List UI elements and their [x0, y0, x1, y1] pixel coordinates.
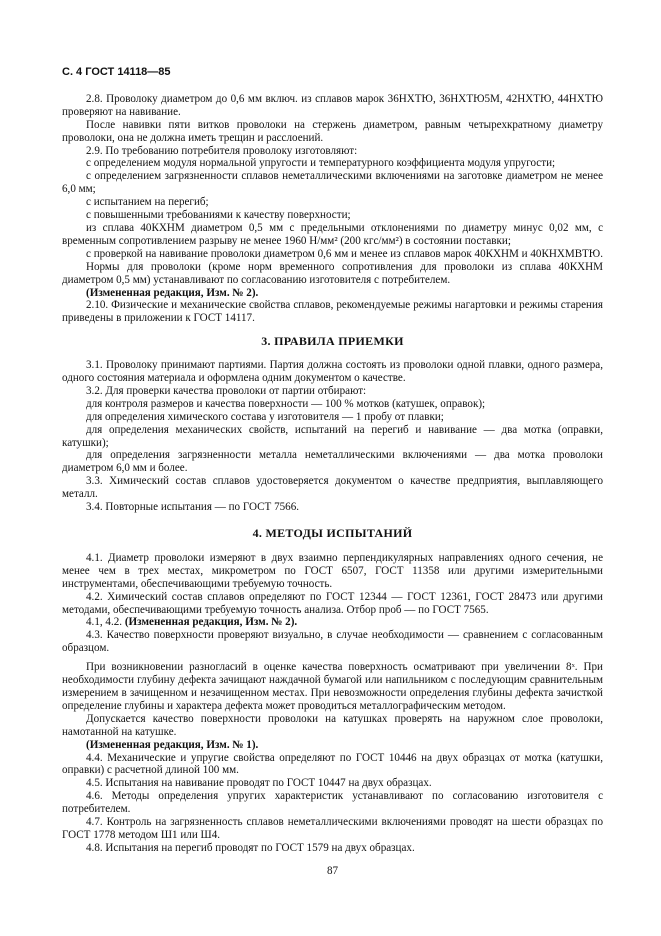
paragraph: с определением загрязненности сплавов неметаллическими включениями на заготовке диаметром не менее 6,0 мм; — [62, 170, 603, 196]
paragraph: 4.4. Механические и упругие свойства определяют по ГОСТ 10446 на двух образцах от мотка (катушки, оправки) с расчетной длиной 100 мм. — [62, 751, 603, 777]
paragraph: 3.3. Химический состав сплавов удостоверяется документом о качестве предприятия, выплавляющего металл. — [62, 475, 603, 501]
paragraph: для определения загрязненности металла неметаллическими включениями — два мотка проволоки диаметром 6,0 мм и более. — [62, 449, 603, 475]
section-4 — [62, 552, 603, 855]
paragraph: 4.8. Испытания на перегиб проводят по ГОСТ 1579 на двух образцах. — [86, 841, 415, 854]
paragraph: 4.3. Качество поверхности проверяют визуально, в случае необходимости — сравнением с согласованным образцом. — [62, 629, 603, 655]
paragraph: 4.7. Контроль на загрязненность сплавов неметаллическими включениями проводят на шести образцах по ГОСТ 1778 методом Ш1 или Ш4. — [62, 816, 603, 841]
edition-note: (Измененная редакция, Изм. № 2). — [86, 286, 259, 299]
section-3-heading: 3. ПРАВИЛА ПРИЕМКИ — [261, 334, 404, 349]
paragraph: с испытанием на перегиб; — [86, 196, 209, 209]
paragraph: для контроля размеров и качества поверхности — 100 % мотков (катушек, оправок); — [86, 397, 486, 410]
paragraph: Нормы для проволоки (кроме норм временного сопротивления для проволоки из сплава 40КХНМ диаметром 0,5 мм) устанавливают по согласованию изготовителя с потребителем. — [62, 260, 603, 286]
section-3 — [62, 359, 603, 514]
paragraph: с повышенными требованиями к качеству поверхности; — [86, 209, 351, 222]
document-page — [62, 66, 603, 878]
paragraph: При возникновении разногласий в оценке качества поверхность осматривают при увеличении 8ˣ. При необходимости глубину дефекта зачищают наждачной бумагой или напильником с последующим сравнительным измерением в зачищенном и незачищенном местах. При невозможности определения глубины дефекта зачисткой определение глубины и характера дефекта может проводиться металлографическим методом. — [62, 661, 603, 712]
paragraph: 2.8. Проволоку диаметром до 0,6 мм включ. из сплавов марок 36НХТЮ, 36НХТЮ5М, 42НХТЮ, 44НХТЮ проверяют на навивание. — [62, 92, 603, 118]
section-2-continuation — [62, 93, 603, 325]
paragraph: 2.10. Физические и механические свойства сплавов, рекомендуемые режимы нагартовки и режимы старения приведены в приложении к ГОСТ 14117. — [62, 299, 603, 325]
page-number: 87 — [326, 864, 339, 877]
paragraph: 3.2. Для проверки качества проволоки от партии отбирают: — [86, 384, 367, 397]
edition-note-prefix: 4.1, 4.2. — [86, 616, 123, 629]
paragraph: 4.2. Химический состав сплавов определяют по ГОСТ 12344 — ГОСТ 12361, ГОСТ 28473 или другими методами, обеспечивающими требуемую точность анализа. Отбор проб — по ГОСТ 7565. — [62, 590, 603, 616]
paragraph: 4.5. Испытания на навивание проводят по ГОСТ 10447 на двух образцах. — [86, 777, 432, 790]
paragraph: из сплава 40КХНМ диаметром 0,5 мм с предельными отклонениями по диаметру минус 0,02 мм, с временным сопротивлением разрыву не менее 1960 Н/мм² (200 кгс/мм²) в состоянии поставки; — [62, 221, 603, 247]
edition-note: (Измененная редакция, Изм. № 2). — [124, 616, 298, 629]
page-header: С. 4 ГОСТ 14118—85 — [62, 66, 171, 78]
paragraph: с проверкой на навивание проволоки диаметром 0,6 мм и менее из сплавов марок 40КХНМ и 40КНХМВТЮ. — [86, 247, 603, 260]
paragraph: с определением модуля нормальной упругости и температурного коэффициента модуля упругости; — [86, 157, 556, 170]
paragraph: После навивки пяти витков проволоки на стержень диаметром, равным четырехкратному диаметру проволоки, она не должна иметь трещин и расслоений. — [62, 118, 603, 144]
paragraph: 3.1. Проволоку принимают партиями. Партия должна состоять из проволоки одной плавки, одного размера, одного состояния материала и оформлена одним документом о качестве. — [62, 359, 603, 385]
paragraph: для определения химического состава у изготовителя — 1 пробу от плавки; — [86, 410, 444, 423]
edition-note-line — [62, 616, 603, 629]
paragraph: для определения механических свойств, испытаний на перегиб и навивание — два мотка (оправки, катушки); — [62, 423, 603, 449]
section-4-heading: 4. МЕТОДЫ ИСПЫТАНИЙ — [252, 526, 413, 540]
edition-note: (Измененная редакция, Изм. № 1). — [86, 738, 259, 751]
paragraph: 4.6. Методы определения упругих характеристик устанавливают по согласованию изготовителя с потребителем. — [62, 790, 603, 816]
paragraph: 2.9. По требованию потребителя проволоку изготовляют: — [86, 144, 358, 157]
paragraph: Допускается качество поверхности проволоки на катушках проверять на наружном слое проволоки, намотанной на катушке. — [62, 712, 603, 738]
paragraph: 3.4. Повторные испытания — по ГОСТ 7566. — [86, 501, 300, 514]
paragraph: 4.1. Диаметр проволоки измеряют в двух взаимно перпендикулярных направлениях одного сечения, не менее чем в трех местах, микрометром по ГОСТ 6507, ГОСТ 11358 или другими измерительными инструментами, обеспечивающими требуемую точность. — [62, 551, 603, 590]
